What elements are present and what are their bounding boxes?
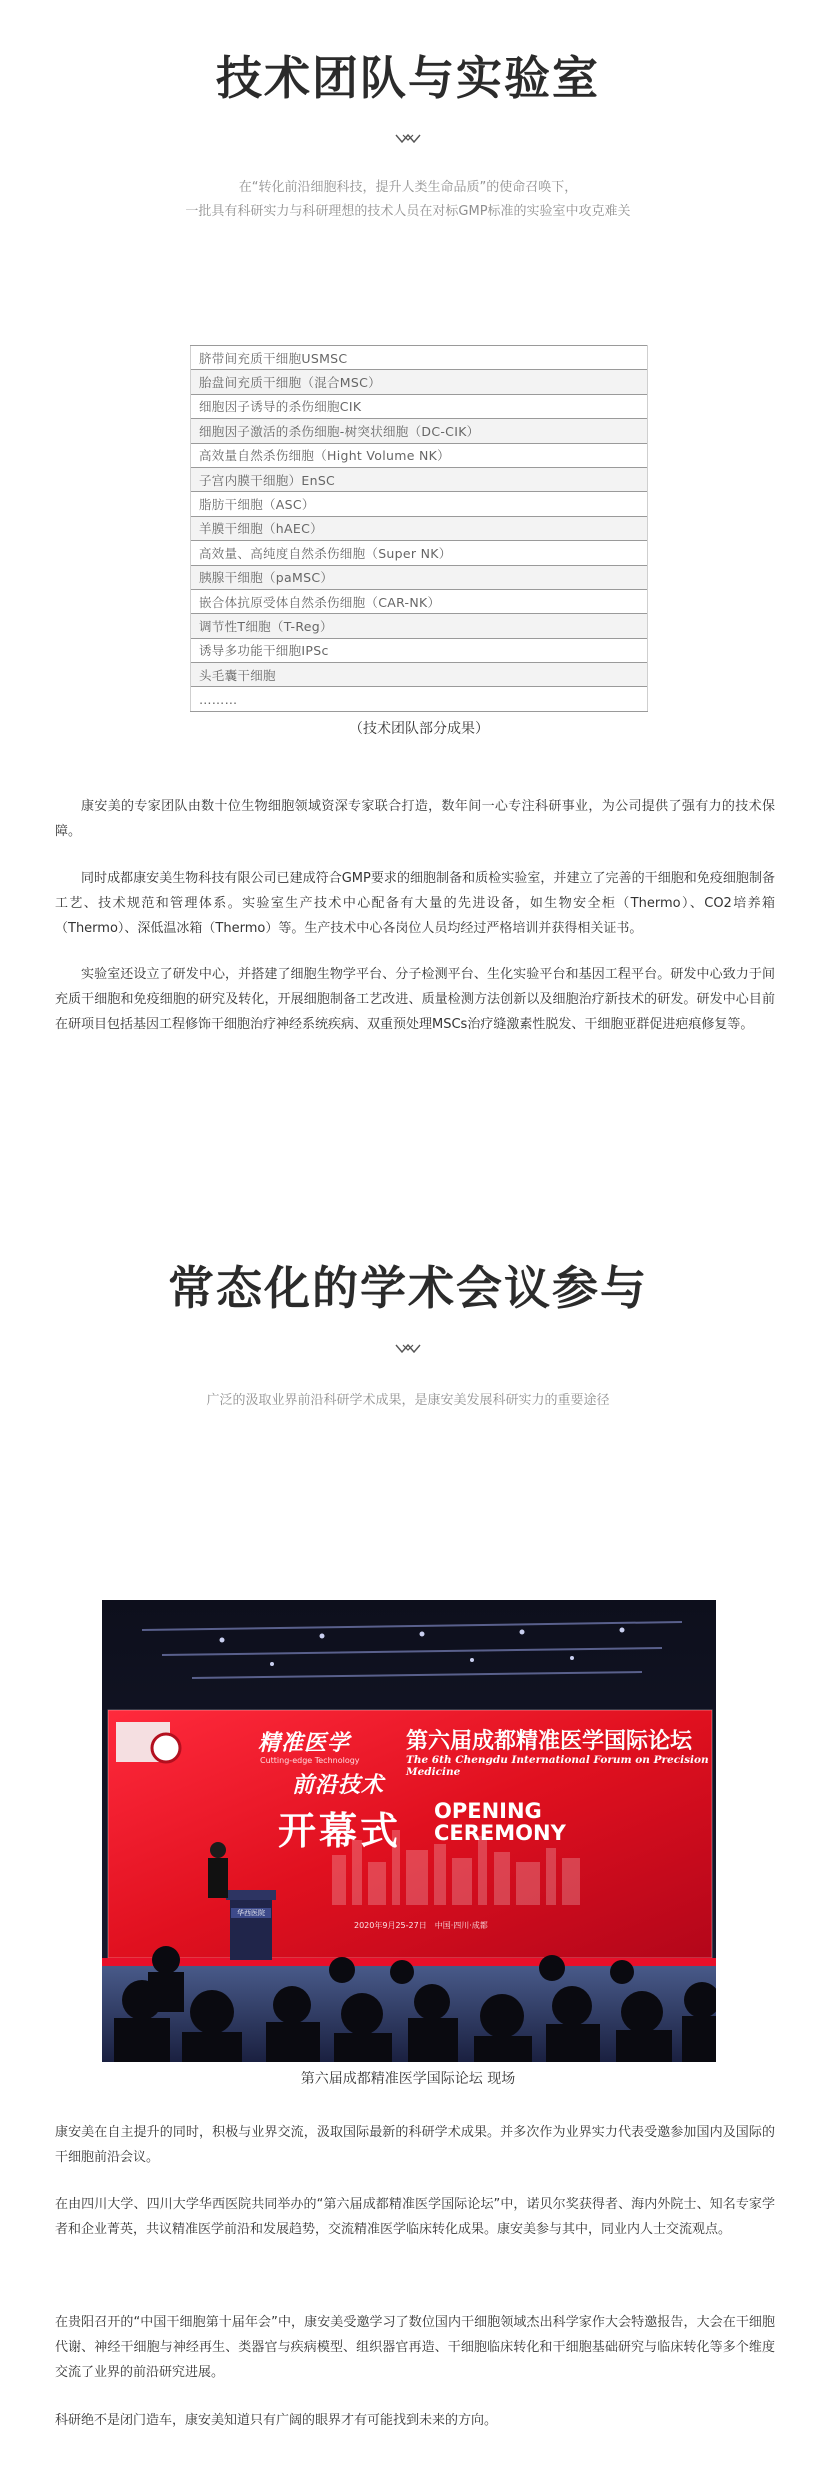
forum-banner-subtitle: The 6th Chengdu International Forum on Precision Medicine [406,1754,709,1778]
table-row [191,370,648,394]
section-title-team: 技术团队与实验室 [216,51,600,105]
forum-photo [102,1600,716,2062]
photo-caption: 第六届成都精准医学国际论坛 现场 [300,2071,516,2087]
podium-label: 华西医院 [231,1908,271,1918]
table-cell: 子宫内膜干细胞）EnSC [191,467,648,491]
table-caption: （技术团队部分成果） [349,721,489,737]
table-row [191,541,648,565]
team-paragraph: 康安美的专家团队由数十位生物细胞领域资深专家联合打造，数年间一心专注科研事业，为公司提供了强有力的技术保障。 [55,799,775,839]
academic-paragraph: 康安美在自主提升的同时，积极与业界交流，汲取国际最新的科研学术成果。并多次作为业界实力代表受邀参加国内及国际的干细胞前沿会议。 [55,2125,775,2165]
forum-date-line: 2020年9月25-27日 中国·四川·成都 [354,1921,488,1930]
section-title-academic: 常态化的学术会议参与 [168,1261,648,1315]
tech-achievements-table [190,345,648,712]
opening-ceremony-en [434,1800,566,1844]
table-cell: 脂肪干细胞（ASC） [191,492,648,516]
team-subtitle-line2: 一批具有科研实力与科研理想的技术人员在对标GMP标准的实验室中攻克难关 [185,204,631,219]
team-paragraph: 实验室还设立了研发中心，并搭建了细胞生物学平台、分子检测平台、生化实验平台和基因工程平台。研发中心致力于间充质干细胞和免疫细胞的研究及转化，开展细胞制备工艺改进、质量检测方法创新以及细胞治疗新技术的研发。研发中心目前在研项目包括基因工程修饰干细胞治疗神经系统疾病、双重预处理MSCs治疗缝激素性脱发、干细胞亚群促进疤痕修复等。 [55,967,775,1032]
table-cell: 胰腺干细胞（paMSC） [191,565,648,589]
academic-paragraph: 在贵阳召开的“中国干细胞第十届年会”中，康安美受邀学习了数位国内干细胞领域杰出科学家作大会特邀报告，大会在干细胞代谢、神经干细胞与神经再生、类器官与疾病模型、组织器官再造、干细胞临床转化和干细胞基础研究与临床转化等多个维度交流了业界的前沿研究进展。 [55,2315,775,2380]
table-cell: 嵌合体抗原受体自然杀伤细胞（CAR-NK） [191,589,648,613]
forum-banner-title: 第六届成都精准医学国际论坛 [406,1729,693,1754]
table-row [191,467,648,491]
table-row [191,589,648,613]
table-cell: 细胞因子诱导的杀伤细胞CIK [191,394,648,418]
academic-subtitle: 广泛的汲取业界前沿科研学术成果，是康安美发展科研实力的重要途径 [206,1393,610,1408]
opening-en-line1: OPENING [434,1799,542,1823]
table-row [191,614,648,638]
team-paragraph: 同时成都康安美生物科技有限公司已建成符合GMP要求的细胞制备和质检实验室，并建立了完善的干细胞和免疫细胞制备工艺、技术规范和管理体系。实验室生产技术中心配备有大量的先进设备，如生物安全柜（Thermo）、CO2培养箱（Thermo）、深低温冰箱（Thermo）等。生产技术中心各岗位人员均经过严格培训并获得相关证书。 [55,871,775,936]
table-cell: 脐带间充质干细胞USMSC [191,346,648,370]
table-row [191,638,648,662]
table-row [191,346,648,370]
chevron-divider-icon [394,1342,422,1356]
table-cell: ……… [191,687,648,711]
table-row [191,663,648,687]
right-calligraphy-text: 前沿技术 [292,1772,385,1798]
table-row [191,419,648,443]
table-row [191,394,648,418]
table-cell: 诱导多功能干细胞IPSc [191,638,648,662]
left-tagline: Cutting-edge Technology [260,1756,360,1765]
team-subtitle [0,176,816,224]
table-cell: 羊膜干细胞（hAEC） [191,516,648,540]
table-cell: 高效量、高纯度自然杀伤细胞（Super NK） [191,541,648,565]
table-row [191,565,648,589]
chevron-divider-icon [394,132,422,146]
table-row [191,516,648,540]
opening-ceremony-cn: 开幕式 [278,1809,402,1853]
academic-paragraph: 科研绝不是闭门造车，康安美知道只有广阔的眼界才有可能找到未来的方向。 [55,2413,498,2428]
table-cell: 细胞因子激活的杀伤细胞-树突状细胞（DC-CIK） [191,419,648,443]
table-row [191,687,648,711]
academic-paragraph: 在由四川大学、四川大学华西医院共同举办的“第六届成都精准医学国际论坛”中，诺贝尔奖获得者、海内外院士、知名专家学者和企业菁英，共议精准医学前沿和发展趋势，交流精准医学临床转化成果。康安美参与其中，同业内人士交流观点。 [55,2197,775,2237]
table-row [191,443,648,467]
left-calligraphy-text: 精准医学 [258,1730,351,1756]
table-cell: 头毛囊干细胞 [191,663,648,687]
table-row [191,492,648,516]
opening-en-line2: CEREMONY [434,1821,566,1845]
table-cell: 胎盘间充质干细胞（混合MSC） [191,370,648,394]
team-subtitle-line1: 在“转化前沿细胞科技，提升人类生命品质”的使命召唤下， [238,180,578,195]
table-cell: 调节性T细胞（T-Reg） [191,614,648,638]
table-cell: 高效量自然杀伤细胞（Hight Volume NK） [191,443,648,467]
